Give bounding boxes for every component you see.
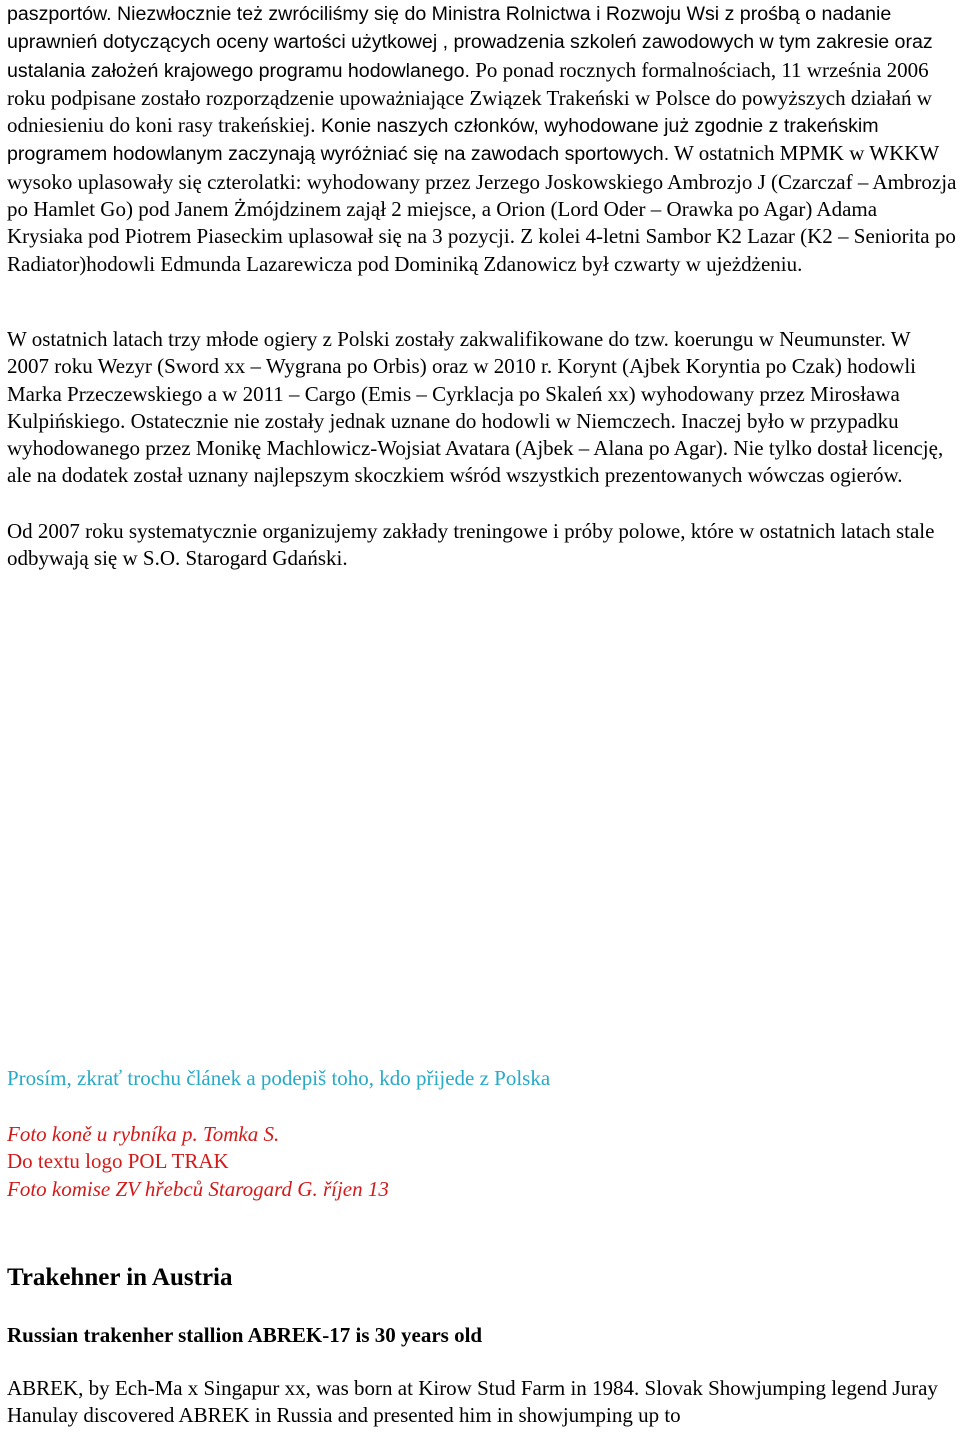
logo-note: Do textu logo POL TRAK (7, 1149, 229, 1174)
editor-notes (7, 1121, 957, 1203)
section-heading: Trakehner in Austria (7, 1264, 233, 1291)
article-text-sans-2: Konie naszych członków, wyhodowane już zgodnie z trakeńskim programem hodowlanym zaczynają wyróżniać się na zawodach sportowych. (7, 115, 879, 166)
article-text-sans: paszportów. Niezwłocznie też zwróciliśmy się do Ministra Rolnictwa i Rozwoju Wsi z prośbą o nadanie uprawnień dotyczących oceny wartości użytkowej , prowadzenia szkoleń zawodowych w tym zakresie oraz ustalania założeń krajowego programu hodowlanego. (7, 3, 933, 82)
photo-note-commission: Foto komise ZV hřebců Starogard G. říjen 13 (7, 1176, 389, 1201)
article-paragraph-koerung: W ostatnich latach trzy młode ogiery z Polski zostały zakwalifikowane do tzw. koerungu w Neumunster. W 2007 roku Wezyr (Sword xx – Wygrana po Orbis) oraz w 2010 r. Korynt (Ajbek Koryntia po Czak) hodowli Marka Przeczewskiego a w 2011 – Cargo (Emis – Cyrklacja po Skaleń xx) wyhodowany przez Mirosława Kulpińskiego. Ostatecznie nie zostały jednak uznane do hodowli w Niemczech. Inaczej było w przypadku wyhodowanego przez Monikę Machlowicz-Wojsiat Avatara (Ajbek – Alana po Agar). Nie tylko dostał licencję, ale na dodatek został uznany najlepszym skoczkiem wśród wszystkich prezentowanych wówczas ogierów. (7, 327, 944, 488)
article-subheading: Russian trakenher stallion ABREK-17 is 30 years old (7, 1323, 483, 1347)
article-text-serif-2: W ostatnich MPMK w WKKW wysoko uplasowały się czterolatki: wyhodowany przez Jerzego Joskowskiego Ambrozjo J (Czarczaf – Ambrozja po Hamlet Go) pod Janem Żmójdzinem zajął 2 miejsce, a Orion (Lord Oder – Orawka po Agar) Adama Krysiaka pod Piotrem Piaseckim uplasował się na 3 pozycji. Z kolei 4-letni Sambor K2 Lazar (K2 – Seniorita po Radiator)hodowli Edmunda Lazarewicza pod Dominiką Zdanowicz był czwarty w ujeżdżeniu. (7, 141, 957, 276)
article-paragraph-main (7, 0, 957, 278)
abrek-paragraph: ABREK, by Ech-Ma x Singapur xx, was born at Kirow Stud Farm in 1984. Slovak Showjumping legend Juray Hanulay discovered ABREK in Russia and presented him in showjumping up to (7, 1376, 938, 1428)
article-text-serif: Po ponad rocznych formalnościach, 11 września 2006 roku podpisane zostało rozporządzenie upoważniające Związek Trakeński w Polsce do powyższych działań w odniesieniu do koni rasy trakeńskiej. (7, 57, 932, 138)
editor-request-note: Prosím, zkrať trochu článek a podepiš toho, kdo přijede z Polska (7, 1066, 551, 1090)
article-paragraph-training: Od 2007 roku systematycznie organizujemy zakłady treningowe i próby polowe, które w ostatnich latach stale odbywają się w S.O. Starogard Gdański. (7, 519, 935, 571)
photo-note-pond: Foto koně u rybníka p. Tomka S. (7, 1122, 280, 1146)
